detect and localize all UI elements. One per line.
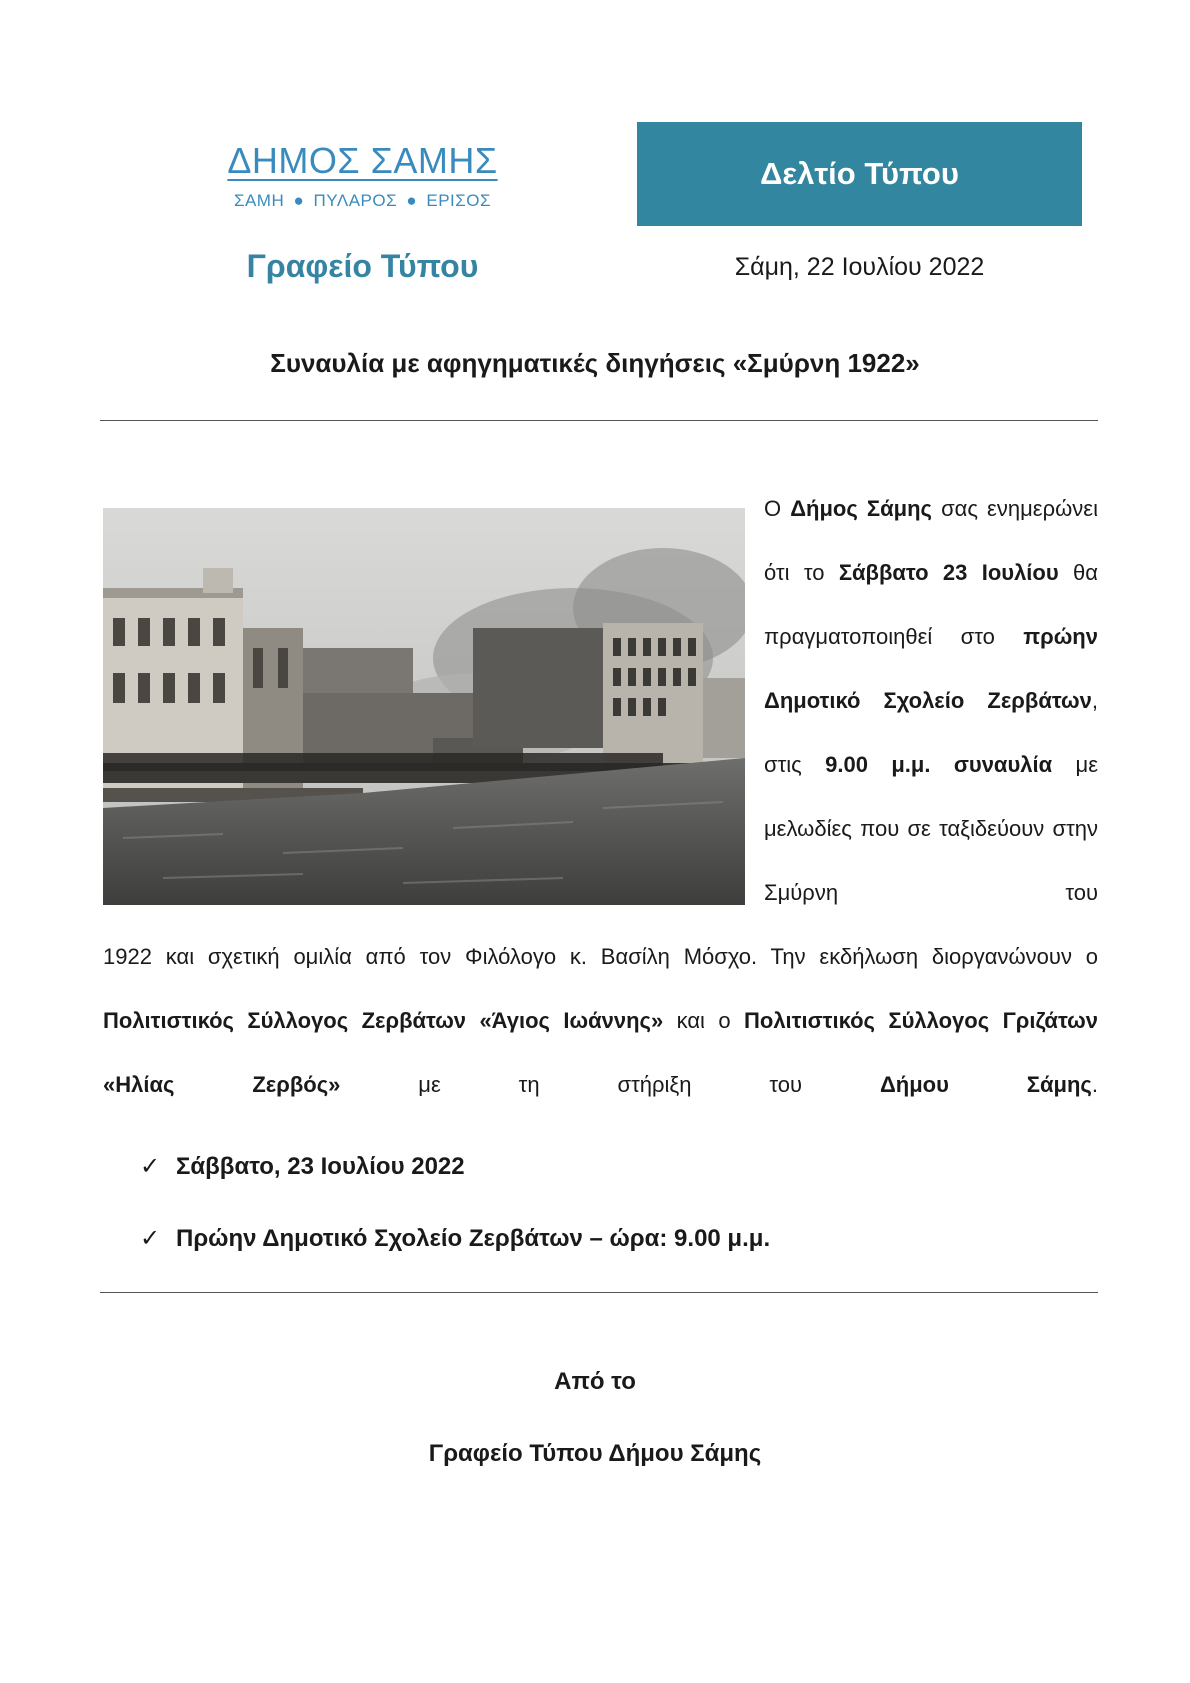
press-office-label: Γραφείο Τύπου bbox=[246, 248, 479, 284]
body-text: σας ενημερώνει ότι το bbox=[764, 496, 1098, 585]
body-paragraph bbox=[103, 925, 1098, 1117]
top-divider bbox=[100, 420, 1098, 421]
body-bold: Πολιτιστικός Σύλλογος Γριζάτων «Ηλίας Ζερβός» bbox=[103, 1008, 1098, 1097]
body-text: με τη στήριξη του bbox=[418, 1072, 803, 1097]
historic-photo bbox=[103, 508, 745, 905]
checkmark-icon: ✓ bbox=[140, 1225, 161, 1252]
body-bold: Σάββατο 23 Ιουλίου bbox=[838, 560, 1059, 585]
press-release-banner bbox=[637, 122, 1082, 226]
checklist-item-date bbox=[140, 1152, 465, 1181]
checklist-text: Σάββατο, 23 Ιουλίου 2022 bbox=[176, 1152, 465, 1180]
logo-sub-item: ΣΑΜΗ bbox=[233, 191, 285, 210]
body-bold: Δήμου Σάμης bbox=[879, 1072, 1092, 1097]
municipality-logo-subtitle bbox=[200, 191, 525, 211]
bullet-icon: ● bbox=[293, 191, 305, 210]
body-text: με μελωδίες που σε ταξιδεύουν στην Σμύρνη του bbox=[764, 752, 1098, 905]
body-bold: Πολιτιστικός Σύλλογος Ζερβάτων «Άγιος Ιωάννης» bbox=[103, 1008, 664, 1033]
body-text: Ο bbox=[764, 496, 782, 521]
checklist-text: Πρώην Δημοτικό Σχολείο Ζερβάτων – ώρα: 9.00 μ.μ. bbox=[176, 1224, 771, 1252]
historic-photo-icon bbox=[103, 508, 745, 905]
footer-from: Από το bbox=[554, 1368, 636, 1395]
press-release-label: Δελτίο Τύπου bbox=[760, 156, 959, 191]
body-bold: 9.00 μ.μ. συναυλία bbox=[825, 752, 1053, 777]
body-text: . bbox=[1091, 1072, 1098, 1097]
logo-sub-item: ΠΥΛΑΡΟΣ bbox=[313, 191, 398, 210]
footer-office: Γραφείο Τύπου Δήμου Σάμης bbox=[428, 1440, 762, 1467]
body-text: και ο bbox=[676, 1008, 731, 1033]
body-text: θα πραγματοποιηθεί στο bbox=[764, 560, 1098, 649]
logo-sub-item: ΕΡΙΣΟΣ bbox=[426, 191, 492, 210]
release-date: Σάμη, 22 Ιουλίου 2022 bbox=[734, 253, 985, 281]
checklist-item-venue bbox=[140, 1224, 770, 1253]
intro-paragraph bbox=[764, 477, 1098, 925]
body-text: 1922 και σχετική ομιλία από τον Φιλόλογο κ. Βασίλη Μόσχο. Την εκδήλωση διοργανώνουν ο bbox=[103, 944, 1098, 969]
bullet-icon: ● bbox=[406, 191, 418, 210]
checkmark-icon: ✓ bbox=[140, 1153, 161, 1180]
bottom-divider bbox=[100, 1292, 1098, 1293]
body-bold: πρώην Δημοτικό Σχολείο Ζερβάτων bbox=[764, 624, 1098, 713]
body-text: , στις bbox=[764, 688, 1098, 777]
municipality-logo-title: ΔΗΜΟΣ ΣΑΜΗΣ bbox=[227, 140, 498, 181]
body-bold: Δήμος Σάμης bbox=[790, 496, 932, 521]
page-title: Συναυλία με αφηγηματικές διηγήσεις «Σμύρνη 1922» bbox=[270, 348, 920, 378]
